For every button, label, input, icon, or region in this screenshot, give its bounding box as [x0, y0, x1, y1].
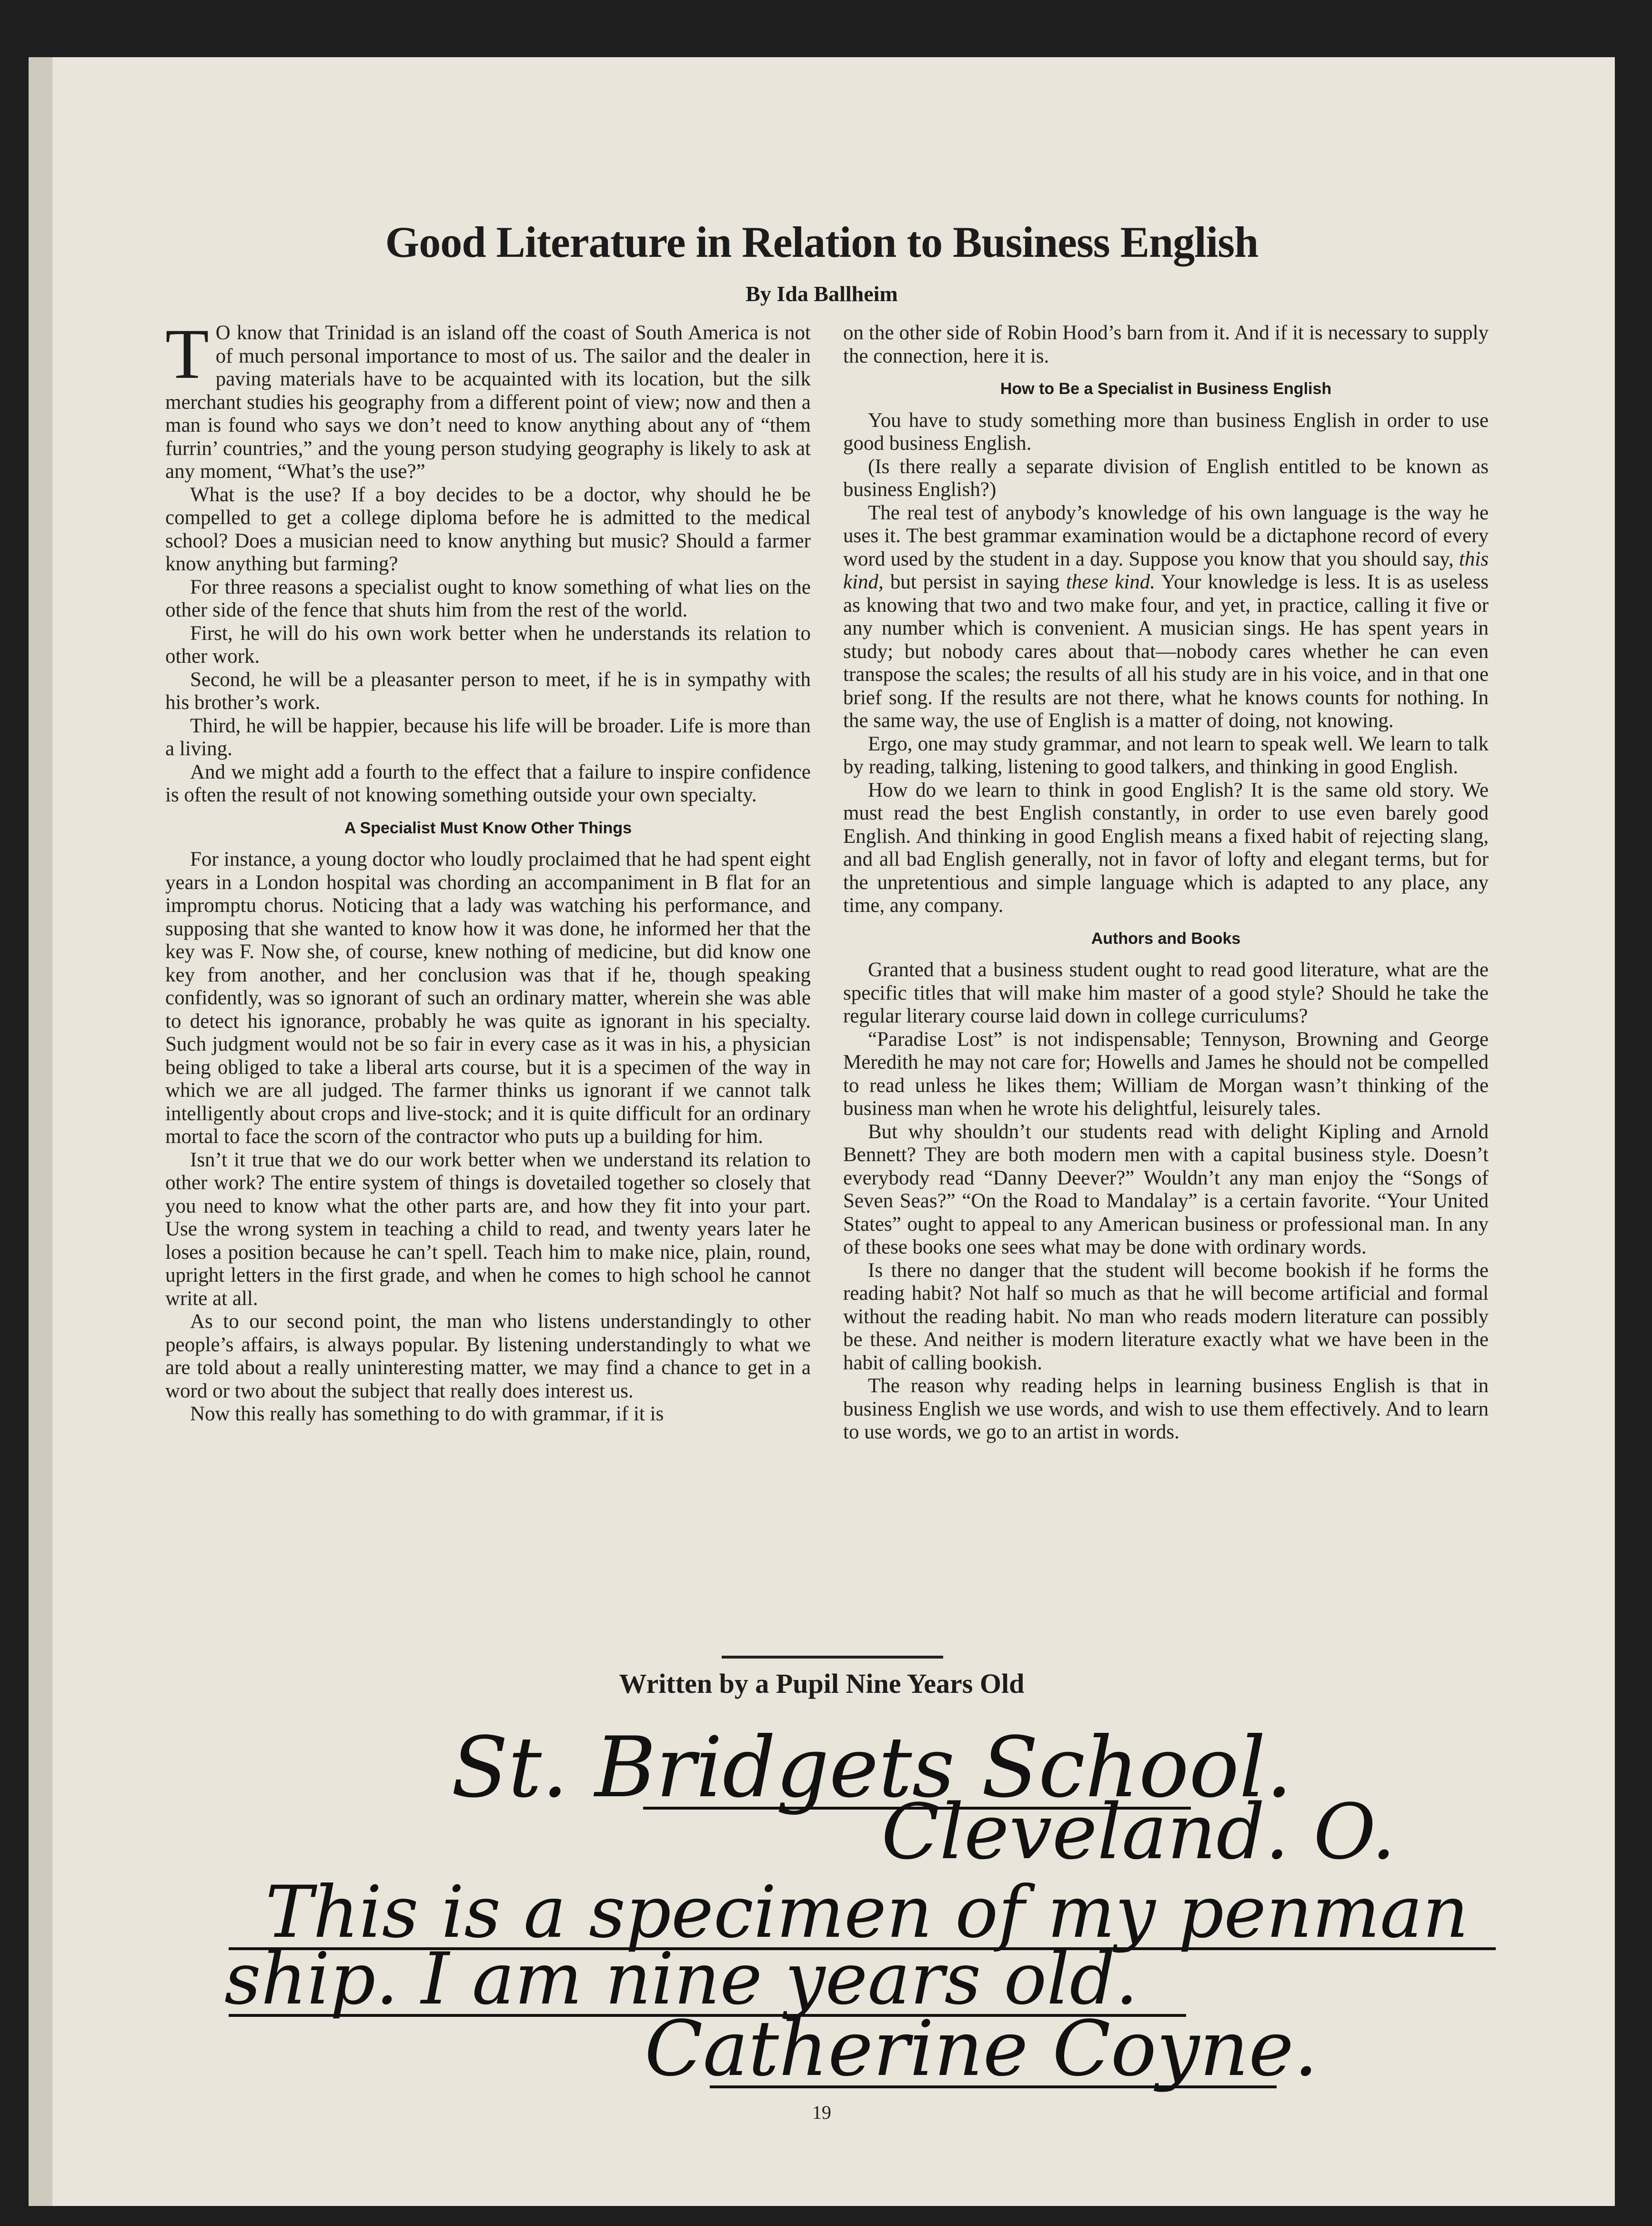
page-number: 19: [812, 2102, 831, 2123]
italic-phrase: this kind,: [843, 547, 1489, 593]
paragraph-text: The real test of anybody’s knowledge of his own language is the way he uses it. The best grammar examination would be a dictaphone record of every word used by the student in a day. Suppose you know that you should say,: [843, 501, 1489, 570]
drop-cap: T: [165, 314, 209, 394]
paragraph-text: Your knowledge is less. It is as useless as knowing that two and two make four, and yet, in practice, calling it five or any number which is convenient. A musician sings. He has spent years in study; but nobody cares about that—nobody cares whether he can even transpose the scales; the results of all his study are in his voice, and in that one brief song. If the results are not there, what he knows counts for nothing. In the same way, the use of English is a matter of doing, not knowing.: [843, 571, 1489, 732]
paragraph: “Paradise Lost” is not indispensable; Tennyson, Browning and George Meredith he may not care for; Howells and James he should not be compelled to read unless he likes them; William de Morgan wasn’t thinking of the business man when he wrote his delightful, leisurely tales.: [843, 1028, 1489, 1120]
paragraph: Is there no danger that the student will become bookish if he forms the reading habit? Not half so much as that he will become artificial and formal without the reading habit. No man who reads modern literature can possibly be these. And neither is modern literature exactly what we have been in the habit of calling bookish.: [843, 1259, 1489, 1374]
handwriting-signature: Catherine Coyne.: [645, 2004, 1318, 2093]
handwriting-line-specimen: This is a specimen of my penman: [265, 1871, 1469, 1954]
paragraph: But why shouldn’t our students read with delight Kipling and Arnold Bennett? They are both modern men with a capital business style. Doesn’t everybody read “Danny Deever?” Wouldn’t any man enjoy the “Songs of Seven Seas?” “On the Road to Mandalay” is a certain favorite. “Your United States” ought to appeal to any American business or professional man. In any of these books one sees what may be done with ordinary words.: [843, 1120, 1489, 1258]
paragraph: Third, he will be happier, because his life will be broader. Life is more than a living.: [165, 714, 811, 760]
paragraph: You have to study something more than business English in order to use good business English.: [843, 409, 1489, 455]
paragraph: As to our second point, the man who listens understandingly to other people’s affairs, is always popular. By listening understandingly to what we are told about a really uninteresting matter, we may find a chance to get in a word or two about the subject that really does interest us.: [165, 1310, 811, 1402]
paragraph: And we might add a fourth to the effect that a failure to inspire confidence is often the result of not knowing something outside your own specialty.: [165, 760, 811, 806]
handwriting-specimen: [29, 1725, 1615, 2106]
paragraph: [843, 502, 1489, 733]
paragraph-text: but persist in saying: [883, 571, 1066, 593]
paragraph: (Is there really a separate division of English entitled to be known as business English?): [843, 455, 1489, 501]
paragraph: Now this really has something to do with grammar, if it is: [190, 1403, 664, 1425]
article-title: Good Literature in Relation to Business English: [385, 218, 1259, 266]
paragraph: [165, 314, 811, 484]
paragraph: The reason why reading helps in learning business English is that in business English we use words, and wish to use them effectively. And to learn to use words, we go to an artist in words.: [843, 1375, 1489, 1443]
paragraph: For three reasons a specialist ought to know something of what lies on the other side of the fence that shuts him from the rest of the world.: [165, 576, 811, 621]
paragraph: For instance, a young doctor who loudly proclaimed that he had spent eight years in a London hospital was chording an accompaniment in B flat for an impromptu chorus. Noticing that a lady was watching his performance, and supposing that she wanted to know how it was done, he informed her that the key was F. Now she, of course, knew nothing of medicine, but did know one key from another, and her conclusion was that if he, though speaking confidently, was so ignorant of such an ordinary matter, wherein she was able to detect his ignorance, probably he was quite as ignorant in his specialty. Such judgment would not be so fair in every case as it was in his, a physician being obliged to take a liberal arts course, but it is a specimen of the way in which we are all judged. The farmer thinks us ignorant if we cannot talk intelligently about crops and live-stock; and it is quite difficult for an ordinary mortal to face the scorn of the contractor who puts up a building for him.: [165, 848, 811, 1148]
italic-phrase: these kind.: [1066, 571, 1156, 593]
paragraph: What is the use? If a boy decides to be a doctor, why should he be compelled to get a college diploma before he is admitted to the medical school? Does a musician need to know anything but music? Should a farmer know anything but farming?: [165, 483, 811, 575]
handwriting-line-age: ship. I am nine years old.: [224, 1938, 1138, 2021]
section-heading: How to Be a Specialist in Business English: [1000, 380, 1332, 398]
specimen-heading: Written by a Pupil Nine Years Old: [619, 1668, 1025, 1699]
paragraph-text: O know that Trinidad is an island off the coast of South America is not of much personal importance to most of us. The sailor and the dealer in paving materials have to be acquainted with its location, but the silk merchant studies his geography from a different point of view; now and then a man is found who says we don’t need to know anything about any of “them furrin’ countries,” and the young person studying geography is likely to ask at any moment, “What’s the use?”: [165, 322, 811, 483]
section-heading: Authors and Books: [1091, 929, 1241, 948]
handwriting-line-city: Cleveland. O.: [881, 1787, 1396, 1876]
handwriting-line-school: St. Bridgets School.: [451, 1725, 1292, 1816]
right-column: [843, 322, 1489, 1444]
paragraph: Isn’t it true that we do our work better when we understand its relation to other work? The entire system of things is dovetailed together so closely that you need to know what the other parts are, and how they fit into your part. Use the wrong system in teaching a child to read, and twenty years later he loses a position because he can’t spell. Teach him to make nice, plain, round, upright letters in the first grade, and when he comes to high school he cannot write at all.: [165, 1148, 811, 1310]
article-byline: By Ida Ballheim: [745, 282, 898, 306]
paragraph: How do we learn to think in good English? It is the same old story. We must read the best English constantly, in order to use even barely good English. And thinking in good English means a fixed habit of rejecting slang, and all bad English generally, not in favor of lofty and elegant terms, but for the unpretentious and simple language which is adapted to any place, any time, any company.: [843, 779, 1489, 917]
left-column: [165, 314, 811, 1426]
paragraph: Ergo, one may study grammar, and not learn to speak well. We learn to talk by reading, talking, listening to good talkers, and thinking in good English.: [843, 732, 1489, 778]
paragraph: First, he will do his own work better when he understands its relation to other work.: [165, 622, 811, 668]
section-heading: A Specialist Must Know Other Things: [344, 819, 632, 837]
magazine-page: [29, 57, 1615, 2206]
paragraph: Granted that a business student ought to read good literature, what are the specific titles that will make him master of a good style? Should he take the regular literary course laid down in college curriculums?: [843, 959, 1489, 1027]
divider-rule: [722, 1656, 943, 1659]
paragraph: Second, he will be a pleasanter person to meet, if he is in sympathy with his brother’s work.: [165, 668, 811, 714]
paragraph: on the other side of Robin Hood’s barn from it. And if it is necessary to supply the connection, here it is.: [843, 322, 1489, 367]
